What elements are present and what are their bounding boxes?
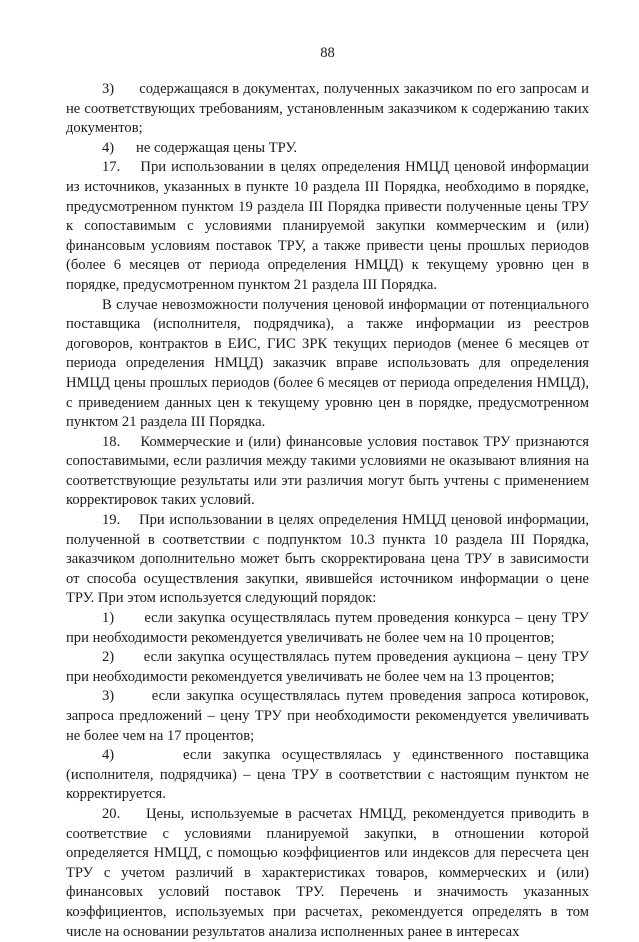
- document-body: [66, 80, 589, 942]
- paragraph-clause-17-case: В случае невозможности получения ценовой информации от потенциального поставщика (исполнителя, подрядчика), а также информации из реестров договоров, контрактов в ЕИС, ГИС ЗРК текущих периодов (менее 6 месяцев от периода определения НМЦД) заказчик вправе использовать для определения НМЦД цены прошлых периодов (более 6 месяцев от периода определения НМЦД), с приведением данных цен к текущему уровню цен в порядке, предусмотренном пунктом 21 раздела III Порядка.: [66, 296, 589, 431]
- paragraph-item-4-no-price: 4) не содержащая цены ТРУ.: [102, 139, 297, 156]
- paragraph-clause-17: 17. При использовании в целях определения НМЦД ценовой информации из источников, указанных в пункте 10 раздела III Порядка, необходимо в порядке, предусмотренном пунктом 19 раздела III Порядка привести полученные цены ТРУ к сопоставимым с условиями планируемой закупки коммерческим и (или) финансовым условиям поставок ТРУ, а также привести цены прошлых периодов (более 6 месяцев от периода определения НМЦД) к текущему уровню цен в порядке, предусмотренном пунктом 21 раздела III Порядка.: [66, 159, 589, 293]
- paragraph-clause-19: 19. При использовании в целях определения НМЦД ценовой информации, полученной в соответствии с подпунктом 10.3 пункта 10 раздела III Порядка, заказчиком дополнительно может быть скорректирована цена ТРУ в зависимости от способа осуществления закупки, явившейся источником информации о цене ТРУ. При этом используется следующий порядок:: [66, 512, 589, 607]
- page-number: 88: [320, 45, 335, 61]
- paragraph-item-2-auction: 2) если закупка осуществлялась путем проведения аукциона – цену ТРУ при необходимости рекомендуется увеличивать не более чем на 13 процентов;: [66, 649, 589, 685]
- document-page: [66, 0, 589, 940]
- paragraph-clause-20: 20. Цены, используемые в расчетах НМЦД, рекомендуется приводить в соответствие с условиями планируемой закупки, в отношении которой определяется НМЦД, с помощью коэффициентов или индексов для пересчета цен ТРУ с учетом различий в характеристиках товаров, коммерческих и (или) финансовых условий поставок ТРУ. Перечень и значимость указанных коэффициентов, используемых при расчетах, рекомендуется определять в том числе на основании результатов анализа исполненных ранее в интересах: [66, 805, 589, 940]
- paragraph-item-4-single-supplier: 4) если закупка осуществлялась у единственного поставщика (исполнителя, подрядчика) – цена ТРУ в соответствии с настоящим пунктом не корректируется.: [66, 747, 589, 803]
- paragraph-item-1-contest: 1) если закупка осуществлялась путем проведения конкурса – цену ТРУ при необходимости рекомендуется увеличивать не более чем на 10 процентов;: [66, 610, 589, 646]
- paragraph-clause-18: 18. Коммерческие и (или) финансовые условия поставок ТРУ признаются сопоставимыми, если различия между такими условиями не оказывают влияния на соответствующие результаты или эти различия могут быть учтены с применением корректировок таких условий.: [66, 433, 589, 509]
- paragraph-item-3-quotation: 3) если закупка осуществлялась путем проведения запроса котировок, запроса предложений – цену ТРУ при необходимости рекомендуется увеличивать не более чем на 17 процентов;: [66, 688, 589, 744]
- paragraph-item-3-documents: 3) содержащаяся в документах, полученных заказчиком по его запросам и не соответствующих требованиям, установленным заказчиком к содержанию таких документов;: [66, 81, 589, 137]
